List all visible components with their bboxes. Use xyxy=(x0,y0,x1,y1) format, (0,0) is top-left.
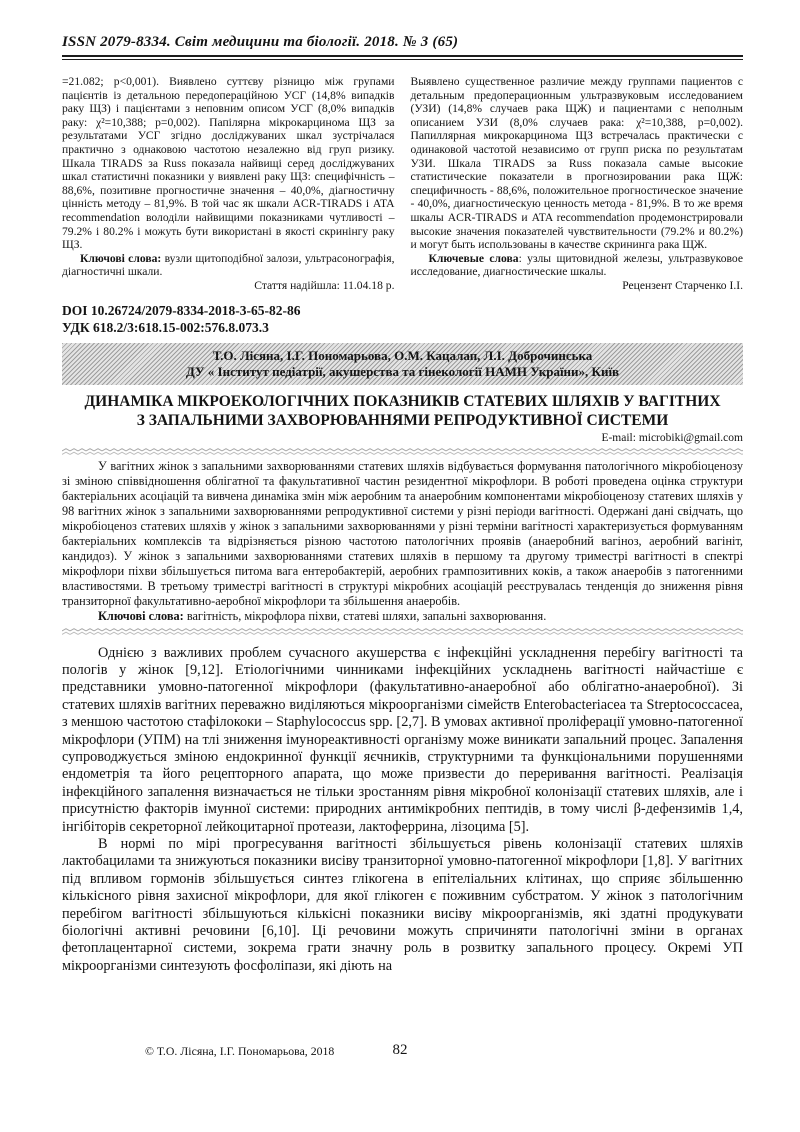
authors-band xyxy=(62,343,743,385)
previous-article-resume xyxy=(62,75,743,293)
journal-header: ISSN 2079-8334. Світ медицини та біології. 2018. № 3 (65) xyxy=(62,34,459,50)
abstract-text: У вагітних жінок з запальними захворюваннями статевих шляхів відбувається формування патологічного мікробіоценозу зі зміною співвідношення облігатної та факультативної частин резидентної мікрофлори. В роботі проведена оцінка структури бактеріальних асоціацій та вивчена динаміка змін між аеробним та анаеробним компонентами мікробіоценозу статевих шляхів у 98 вагітних жінок з запальними захворюваннями репродуктивної системи у різні періоди вагітності. Одержані дані свідчать, що мікробіоценоз статевих шляхів у жінок з запальними захворюваннями у різні терміни вагітності характеризується формуванням бактеріальних комплексів та відрізняється різною частотою патологічних проявів (анаеробний вагіноз, аеробний вагініт, кандидоз). У жінок з запальними захворюваннями статевих шляхів в першому та другому триместрі вагітності в спектрі мікрофлори піхви збільшується питома вага ентеробактерій, аеробних грампозитивних коків, а також анаеробів з патогенними властивостями. В третьому триместрі вагітності в структурі мікробних асоціацій реєструвалась тенденція до зниження рівня транзиторної факультативно-аеробної мікрофлори та збільшення анаеробів. xyxy=(62,458,743,608)
abstract-keywords xyxy=(62,609,743,624)
article-body xyxy=(62,645,743,976)
keywords-ua-text: вузли щитоподібної залози, ультрасонографія, діагностичні шкали. xyxy=(62,251,395,279)
abstract-keywords-label: Ключові слова: xyxy=(98,608,184,623)
resume-text-ua: =21.082; р<0,001). Виявлено суттєву різницю між групами пацієнтів із детальною передопераційною УСГ (14,8% випадків раку ЩЗ) і пацієнтами з неповним описом УСГ (8,0% випадків раку: χ²=10,388; р=0,002). Папілярна мікрокарцинома ЩЗ за результатами УСГ згідно досліджуваних шкал зустрічалася практично з однаковою частотою незалежно від груп ризику. Шкала TIRADS за Russ показала найвищі серед досліджуваних шкал статистичні показники у виявлені раку ЩЗ: специфічність – 88,6%, позитивне прогностичне значення – 40,0%, діагностичну цінність методу – 81,9%. В той час як шкали ACR-TIRADS і ATA recommendation володіли найвищими показниками чутливості – 79.2% і 80.2% і можуть бути використані в якості скринінгу раку ЩЗ. xyxy=(62,75,395,252)
body-paragraph-1: Однією з важливих проблем сучасного акушерства є інфекційні ускладнення перебігу вагітності та пологів у жінок [9,12]. Етіологічними чинниками інфекційних ускладнень вагітності найчастіше є представники умовно-патогенної мікрофлори (факультативно-анаеробної або облігатно-анаеробної). Зі статевих шляхів вагітних переважно виділяються мікроорганізми сімейств Enterobacteriacea та Streptococcacea, з меншою частотою стафілококи – Staphylococcus spp. [2,7]. В умовах активної проліферації умовно-патогенної мікрофлори (УПМ) на тлі зниження імунореактивності організму може виникати запальний процес. Запалення супроводжується зміною ендокринної функції яєчників, структурними та функціональними порушеннями ендометрія та його рецепторного апарата, що може призвести до переривання вагітності. Реалізація інфекційного запалення визначається не тільки зростанням рівня мікробної колонізації статевих шляхів, але і присутністю факторів імунної системи: природних антимікробних пептидів, в тому числі β-дефензимів 1,4, інгібіторів секреторної лейкоцитарної протеази, лактоферрина, лізоцима [5]. xyxy=(62,644,743,835)
header-rule xyxy=(62,55,743,60)
keywords-ru-text: : узлы щитовидной железы, ультразвуковое исследование, диагностические шкалы. xyxy=(410,251,743,279)
doi-line: DOI 10.26724/2079-8334-2018-3-65-82-86 xyxy=(62,302,301,318)
article-received-date: Стаття надійшла: 11.04.18 р. xyxy=(254,278,395,292)
udk-line: УДК 618.2/3:618.15-002:576.8.073.3 xyxy=(62,319,269,335)
abstract-keywords-text: вагітність, мікрофлора піхви, статеві шляхи, запальні захворювання. xyxy=(183,608,547,623)
page-number: 82 xyxy=(392,1042,408,1058)
author-email: E-mail: microbiki@gmail.com xyxy=(601,431,743,444)
keywords-ua xyxy=(62,252,395,279)
resume-left-column xyxy=(62,75,395,293)
zigzag-divider-bottom xyxy=(62,628,743,636)
keywords-ua-label: Ключові слова: xyxy=(80,251,162,265)
resume-right-column xyxy=(411,75,744,293)
keywords-ru-label: Ключевые слова xyxy=(428,251,519,265)
footer-copyright: © Т.О. Лісяна, І.Г. Пономарьова, 2018 xyxy=(145,1044,335,1058)
body-paragraph-2: В нормі по мірі прогресування вагітності збільшується рівень колонізації статевих шляхів лактобацилами та знижуються показники висіву транзиторної умовно-патогенної мікрофлори [1,8]. У вагітних під впливом гормонів збільшується синтез глікогена в епітеліальних клітинах, що сприяє збільшенню кількісного рівня захисної мікрофлори, для якої глікоген є поживним субстратом. У жінок з патологічним перебігом вагітності збільшуються кількісні показники висіву мікроорганізмів, які здатні продукувати біологічні активні речовини [6,10]. Ці речовини можуть спричиняти патологічні зміни в органах фетоплацентарної системи, зокрема грати значну роль в розвитку запального процесу. Окремі УП мікроорганізми синтезують фосфоліпази, які діють на xyxy=(62,835,743,974)
identifiers-block xyxy=(62,302,743,336)
zigzag-divider-top xyxy=(62,448,743,456)
abstract-section xyxy=(62,459,743,624)
affiliation-line: ДУ « Інститут педіатрії, акушерства та гінекології НАМН України», Київ xyxy=(185,363,620,379)
article-title xyxy=(62,392,743,430)
keywords-ru xyxy=(411,252,744,279)
article-title-line1: ДИНАМІКА МІКРОЕКОЛОГІЧНИХ ПОКАЗНИКІВ СТАТЕВИХ ШЛЯХІВ У ВАГІТНИХ xyxy=(84,392,721,410)
authors-line: Т.О. Лісяна, І.Г. Пономарьова, О.М. Кацалап, Л.І. Доброчинська xyxy=(212,347,593,363)
page-footer xyxy=(0,1042,800,1062)
article-title-line2: З ЗАПАЛЬНИМИ ЗАХВОРЮВАННЯМИ РЕПРОДУКТИВНОЇ СИСТЕМИ xyxy=(136,411,669,429)
resume-text-ru: Выявлено существенное различие между группами пациентов с детальным предоперационным ультразвуковым исследованием (УЗИ) (14,8% случаев рака ЩЖ) и пациентами с неполным описанием УЗИ (8,0% случаев рака: χ²=10,388, р=0,002). Папиллярная микрокарцинома ЩЗ встречалась практически с одинаковой частотой независимо от групп риска по результатам УЗИ. Шкала TIRADS за Russ показала самые высокие статистические показатели в прогнозировании рака ЩЖ: специфичность - 88,6%, положительное прогностическое значение - 40,0%, диагностическую ценность метода - 81,9%. В то же время шкалы ACR-TIRADS и ATA recommendation продемонстрировали высокие значения показателей чувствительности (79.2% и 80.2%) и могут быть использованы в качестве скрининга рака ЩЖ. xyxy=(410,75,743,252)
article-reviewer: Рецензент Старченко І.І. xyxy=(622,278,743,292)
